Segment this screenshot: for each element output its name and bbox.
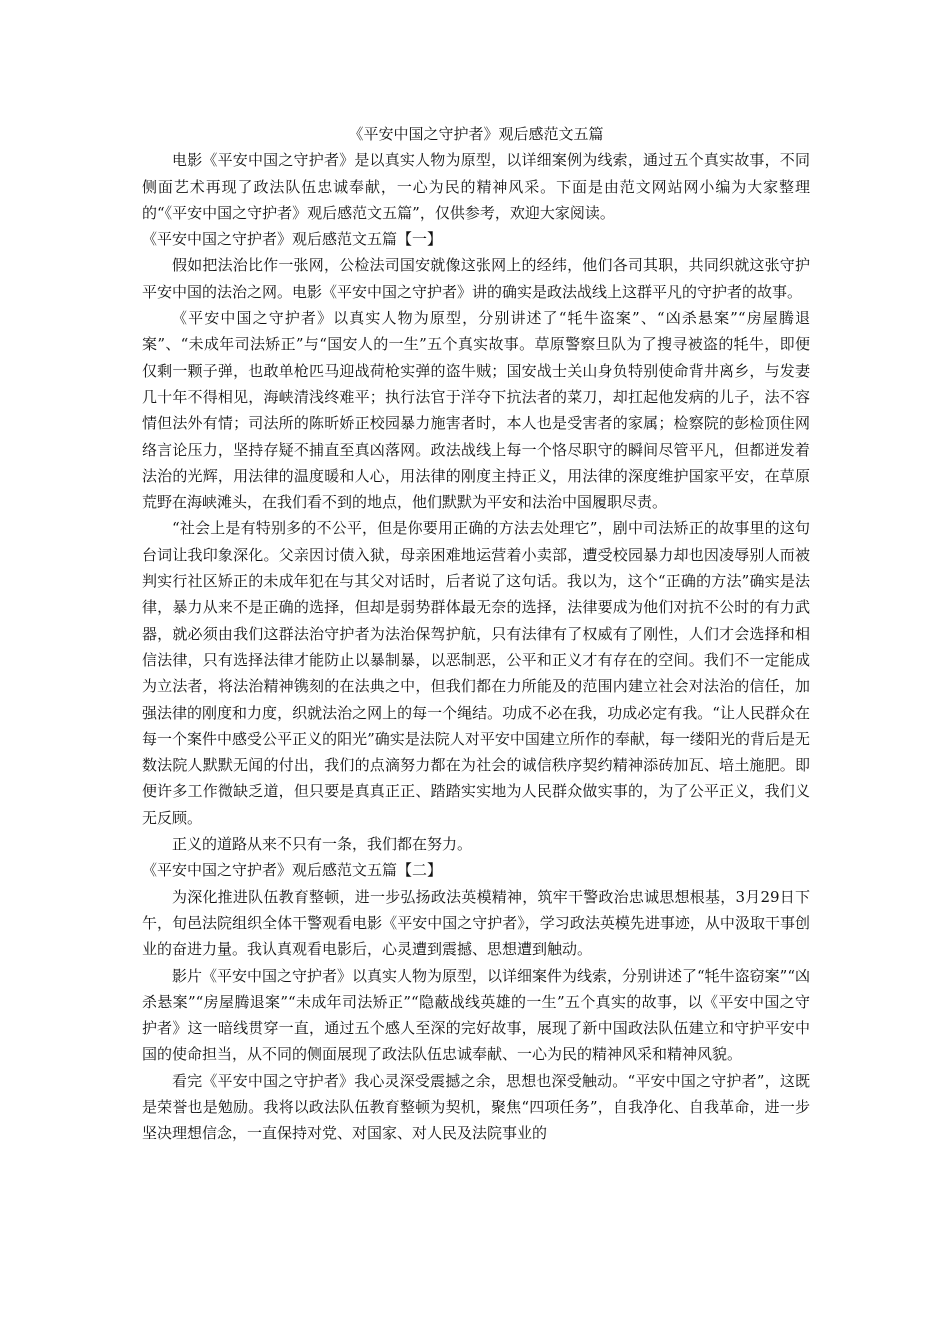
document-page (142, 121, 810, 1147)
section2-paragraph: 为深化推进队伍教育整顿，进一步弘扬政法英模精神，筑牢干警政治忠诚思想根基，3月29日下午，旬邑法院组织全体干警观看电影《平安中国之守护者》，学习政法英模先进事迹，从中汲取干事创业的奋进力量。我认真观看电影后，心灵遭到震撼、思想遭到触动。 (142, 887, 810, 959)
section1-paragraph: “社会上是有特别多的不公平，但是你要用正确的方法去处理它”，剧中司法矫正的故事里的这句台词让我印象深化。父亲因讨债入狱，母亲困难地运营着小卖部，遭受校园暴力却也因凌辱别人而被判实行社区矫正的未成年犯在与其父对话时，后者说了这句话。我以为，这个“正确的方法”确实是法律，暴力从来不是正确的选择，但却是弱势群体最无奈的选择，法律要成为他们对抗不公时的有力武器，就必须由我们这群法治守护者为法治保驾护航，只有法律有了权威有了刚性，人们才会选择和相信法律，只有选择法律才能防止以暴制暴，以恶制恶，公平和正义才有存在的空间。我们不一定能成为立法者，将法治精神镌刻的在法典之中，但我们都在力所能及的范围内建立社会对法治的信任，加强法律的刚度和力度，织就法治之网上的每一个绳结。功成不必在我，功成必定有我。“让人民群众在每一个案件中感受公平正义的阳光”确实是法院人对平安中国建立所作的奉献，每一缕阳光的背后是无数法院人默默无闻的付出，我们的点滴努力都在为社会的诚信秩序契约精神添砖加瓦、培土施肥。即便许多工作微缺乏道，但只要是真真正正、踏踏实实地为人民群众做实事的，为了公平正义，我们义无反顾。 (142, 519, 810, 827)
section-heading-2: 《平安中国之守护者》观后感范文五篇【二】 (142, 861, 443, 880)
section2-paragraph: 看完《平安中国之守护者》我心灵深受震撼之余，思想也深受触动。“平安中国之守护者”，这既是荣誉也是勉励。我将以政法队伍教育整顿为契机，聚焦“四项任务”，自我净化、自我革命，进一步坚决理想信念，一直保持对党、对国家、对人民及法院事业的 (142, 1071, 810, 1143)
section2-paragraph: 影片《平安中国之守护者》以真实人物为原型，以详细案件为线索，分别讲述了“牦牛盗窃案”“凶杀悬案”“房屋腾退案”“未成年司法矫正”“隐蔽战线英雄的一生”五个真实的故事，以《平安中国之守护者》这一暗线贯穿一直，通过五个感人至深的完好故事，展现了新中国政法队伍建立和守护平安中国的使命担当，从不同的侧面展现了政法队伍忠诚奉献、一心为民的精神风采和精神风貌。 (142, 966, 811, 1064)
section1-paragraph: 假如把法治比作一张网，公检法司国安就像这张网上的经纬，他们各司其职，共同织就这张守护平安中国的法治之网。电影《平安中国之守护者》讲的确实是政法战线上这群平凡的守护者的故事。 (142, 256, 810, 301)
section-heading-1: 《平安中国之守护者》观后感范文五篇【一】 (142, 230, 443, 249)
section1-paragraph: 《平安中国之守护者》以真实人物为原型，分别讲述了“牦牛盗案”、“凶杀悬案”“房屋腾退案”、“未成年司法矫正”与“国安人的一生”五个真实故事。草原警察旦队为了搜寻被盗的牦牛，即便仅剩一颗子弹，也敢单枪匹马迎战荷枪实弹的盗牛贼；国安战士关山身负特别使命背井离乡，与发妻几十年不得相见，海峡清浅终难平；执行法官于洋夺下抗法者的菜刀，却扛起他发病的儿子，法不容情但法外有情；司法所的陈昕娇正校园暴力施害者时，本人也是受害者的家属；检察院的彭检顶住网络言论压力，坚持存疑不捕直至真凶落网。政法战线上每一个恪尽职守的瞬间尽管平凡，但都迸发着法治的光辉，用法律的温度暖和人心，用法律的刚度主持正义，用法律的深度维护国家平安，在草原荒野在海峡滩头，在我们看不到的地点，他们默默为平安和法治中国履职尽责。 (142, 309, 810, 512)
document-title: 《平安中国之守护者》观后感范文五篇 (348, 125, 604, 143)
section1-paragraph: 正义的道路从来不只有一条，我们都在努力。 (172, 835, 473, 854)
intro-paragraph: 电影《平安中国之守护者》是以真实人物为原型，以详细案例为线索，通过五个真实故事，不同侧面艺术再现了政法队伍忠诚奉献，一心为民的精神风采。下面是由范文网站网小编为大家整理的“《平安中国之守护者》观后感范文五篇”，仅供参考，欢迎大家阅读。 (142, 151, 810, 222)
